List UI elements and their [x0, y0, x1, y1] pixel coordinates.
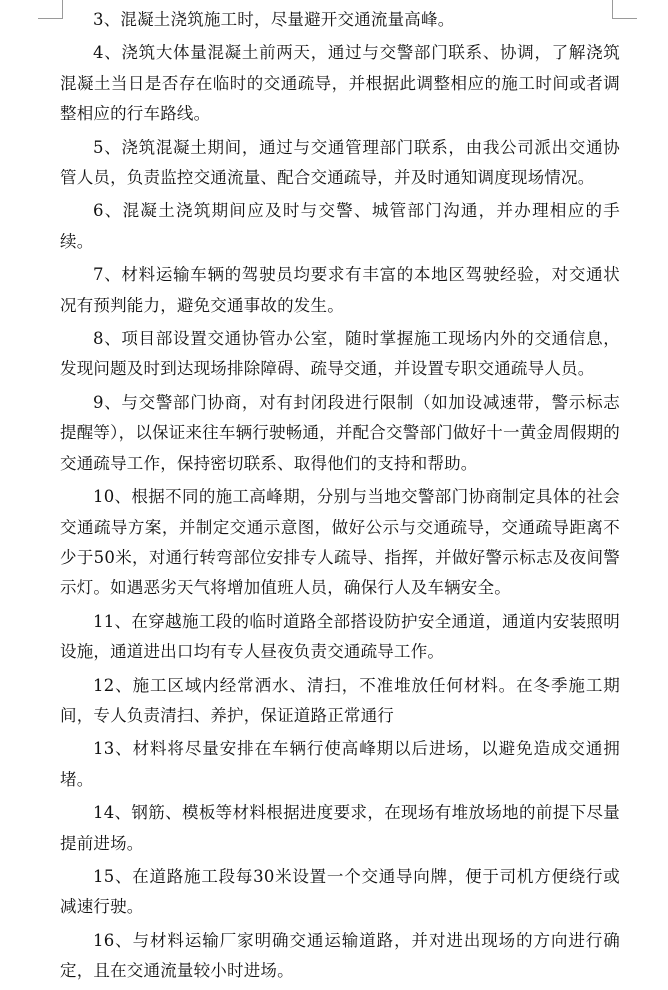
paragraph-item-4: 4、浇筑大体量混凝土前两天，通过与交警部门联系、协调，了解浇筑混凝土当日是否存在临时的交通疏导，并根据此调整相应的施工时间或者调整相应的行车路线。	[60, 43, 620, 124]
paragraph-item-9: 9、与交警部门协商，对有封闭段进行限制（如加设减速带，警示标志提醒等），以保证来往车辆行驶畅通，并配合交警部门做好十一黄金周假期的交通疏导工作，保持密切联系、取得他们的支持和帮助。	[60, 392, 620, 473]
paragraph-item-12: 12、施工区域内经常洒水、清扫，不准堆放任何材料。在冬季施工期间，专人负责清扫、养护，保证道路正常通行	[60, 675, 620, 725]
paragraph-item-6: 6、混凝土浇筑期间应及时与交警、城管部门沟通，并办理相应的手续。	[60, 201, 620, 251]
paragraph-item-8: 8、项目部设置交通协管办公室，随时掌握施工现场内外的交通信息，发现问题及时到达现场排除障碍、疏导交通，并设置专职交通疏导人员。	[60, 329, 620, 379]
document-body	[60, 5, 620, 990]
paragraph-item-10: 10、根据不同的施工高峰期，分别与当地交警部门协商制定具体的社会交通疏导方案，并制定交通示意图，做好公示与交通疏导，交通疏导距离不少于50米，对通行转弯部位安排专人疏导、指挥，并做好警示标志及夜间警示灯。如遇恶劣天气将增加值班人员，确保行人及车辆安全。	[60, 487, 620, 598]
paragraph-item-11: 11、在穿越施工段的临时道路全部搭设防护安全通道，通道内安装照明设施，通道进出口均有专人昼夜负责交通疏导工作。	[60, 611, 620, 662]
paragraph-item-3: 3、混凝土浇筑施工时，尽量避开交通流量高峰。	[93, 10, 455, 29]
paragraph-item-5: 5、浇筑混凝土期间，通过与交通管理部门联系，由我公司派出交通协管人员，负责监控交通流量、配合交通疏导，并及时通知调度现场情况。	[60, 137, 620, 188]
paragraph-item-13: 13、材料将尽量安排在车辆行使高峰期以后进场，以避免造成交通拥堵。	[60, 739, 620, 789]
paragraph-item-14: 14、钢筋、模板等材料根据进度要求，在现场有堆放场地的前提下尽量提前进场。	[60, 803, 620, 853]
paragraph-item-7: 7、材料运输车辆的驾驶员均要求有丰富的本地区驾驶经验，对交通状况有预判能力，避免交通事故的发生。	[60, 265, 620, 315]
paragraph-item-15: 15、在道路施工段每30米设置一个交通导向牌，便于司机方便绕行或减速行驶。	[60, 866, 620, 917]
paragraph-item-16: 16、与材料运输厂家明确交通运输道路，并对进出现场的方向进行确定，且在交通流量较小时进场。	[60, 930, 620, 981]
